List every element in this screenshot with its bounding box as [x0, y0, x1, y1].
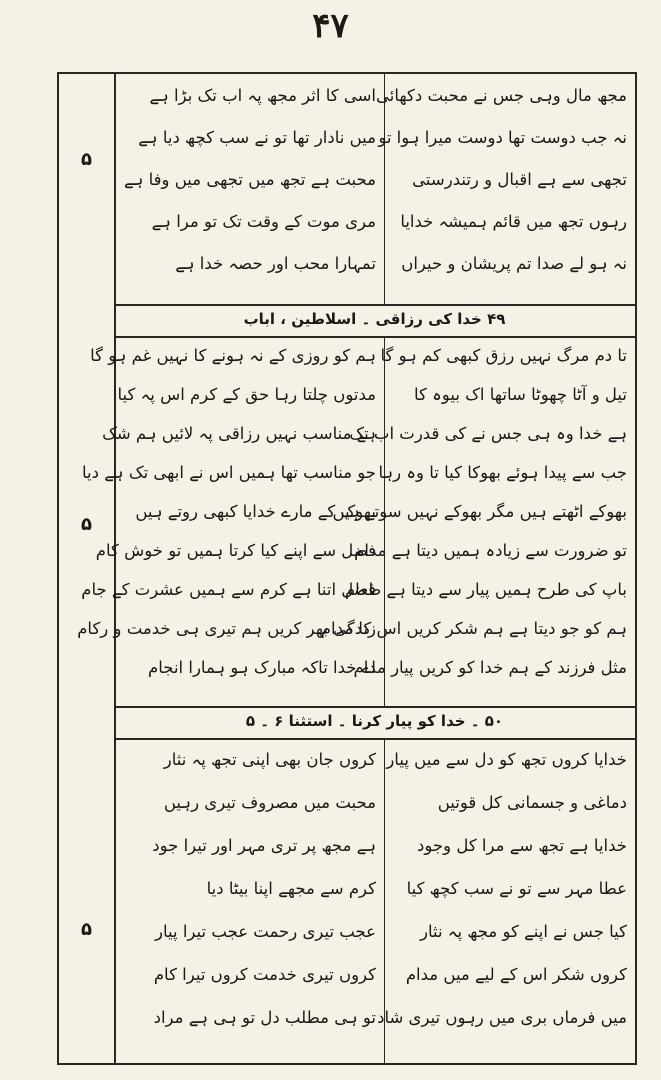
verse-line: عطا مہر سے تو نے سب کچھ کیا	[406, 879, 627, 898]
verse-line: کروں شکر اس کے لیے میں مدام	[405, 965, 627, 984]
verse-line: محبت ہے تجھ میں تجھی میں وفا ہے	[124, 170, 376, 189]
verse-line: بھوکے اٹھتے ہیں مگر بھوکے نہیں سوتے ہیں	[332, 502, 627, 521]
verse-line: خدایا ہے تجھ سے مرا کل وجود	[417, 836, 627, 855]
verse-line: فضل سے اپنے کیا کرتا ہمیں تو خوش کام	[95, 541, 376, 560]
section-rule	[114, 706, 635, 708]
verse-line: کیا جس نے اپنے کو مجھ پہ نثار	[419, 922, 627, 941]
stanza-number: ۵	[81, 919, 92, 940]
verse-line: مثل فرزند کے ہم خدا کو کریں پیار مدام	[353, 658, 627, 677]
verse-line: مری موت کے وقت تک تو مرا ہے	[151, 212, 376, 231]
verse-line: ہے مجھ پر تری مہر اور تیرا جود	[152, 836, 376, 855]
verse-line: اے خدا تاکہ مبارک ہو ہمارا انجام	[148, 658, 376, 677]
verse-line: میں نادار تھا تو نے سب کچھ دیا ہے	[138, 128, 376, 147]
section-rule	[114, 738, 635, 740]
verse-line: اسی کا اثر مجھ پہ اب تک بڑا ہے	[149, 86, 376, 105]
verse-line: تو ہی مطلب دل تو ہی ہے مراد	[153, 1008, 376, 1027]
right-column	[376, 86, 635, 296]
verse-line: مدتوں چلتا رہا حق کے کرم اس پہ کیا	[117, 385, 376, 404]
verse-line: عجب تیری رحمت عجب تیرا پیار	[155, 922, 376, 941]
verse-line: فضل اتنا ہے کرم سے ہمیں عشرت کے جام	[81, 580, 376, 599]
column-divider	[384, 74, 385, 304]
section-heading: ۴۹ خدا کی رزاقی ۔ اسلاطین ، اباب	[243, 310, 506, 328]
verse-line: خدایا کروں تجھ کو دل سے میں پیار	[386, 750, 627, 769]
verse-line: میں فرماں بری میں رہوں تیری شاد	[377, 1008, 627, 1027]
verse-line: تیل و آٹا چھوٹا ساتھا اک بیوہ کا	[414, 385, 627, 404]
verse-line: جو مناسب تھا ہمیں اس نے ابھی تک ہے دیا	[82, 463, 376, 482]
content-table	[57, 72, 637, 1065]
verse-line: نہ ہو لے صدا تم پریشان و حیراں	[401, 254, 627, 273]
verse-line: تجھی سے ہے اقبال و رتندرستی	[412, 170, 627, 189]
verse-line: ہے خدا وہ ہی جس نے کی قدرت اب تک	[349, 424, 627, 443]
stanza-number: ۵	[81, 514, 92, 535]
verse-line: تمہارا محب اور حصہ خدا ہے	[175, 254, 376, 273]
left-column	[116, 86, 384, 296]
verse-line: تا دم مرگ نہیں رزق کبھی کم ہو گا	[380, 346, 627, 365]
verse-line: باپ کی طرح ہمیں پیار سے دیتا ہے طعام	[344, 580, 627, 599]
verse-line: تو ضرورت سے زیادہ ہمیں دیتا ہے مدام	[354, 541, 627, 560]
verse-line: کرم سے مجھے اپنا بیٹا دیا	[206, 879, 376, 898]
verse-line: ہم کو روزی کے نہ ہونے کا نہیں غم ہو گا	[90, 346, 376, 365]
column-divider	[384, 336, 385, 706]
stanza-number: ۵	[81, 149, 92, 170]
page-number: ۴۷	[312, 6, 349, 46]
verse-line: ہم کو جو دیتا ہے ہم شکر کریں اس کا مدام	[320, 619, 627, 638]
verse-line: جب سے پیدا ہوئے بھوکا کیا تا وہ رہا	[378, 463, 627, 482]
left-column	[77, 346, 384, 697]
verse-line: زندگی بھر کریں ہم تیری ہی خدمت و رکام	[77, 619, 376, 638]
section-heading: ۵۰ ۔ خدا کو پیار کرنا ۔ استثنا ۶ ۔ ۵	[245, 712, 504, 730]
verse-line: بھوک کے مارے خدایا کبھی روتے ہیں	[135, 502, 376, 521]
verse-line: رہوں تجھ میں قائم ہمیشہ خدایا	[400, 212, 627, 231]
section-rule	[114, 304, 635, 306]
section-rule	[114, 336, 635, 338]
right-column	[320, 346, 635, 697]
verse-line: محبت میں مصروف تیری رہیں	[163, 793, 376, 812]
verse-line: کروں تیری خدمت کروں تیرا کام	[153, 965, 376, 984]
verse-line: نہ جب دوست تھا دوست میرا ہوا تو	[378, 128, 627, 147]
verse-line: دماغی و جسمانی کل قوتیں	[437, 793, 627, 812]
verse-line: ہے مناسب نہیں رزاقی پہ لائیں ہم شک	[102, 424, 376, 443]
verse-line: مجھ مال وہی جس نے محبت دکھائی	[376, 86, 627, 105]
left-column	[116, 750, 384, 1051]
right-column	[377, 750, 635, 1051]
verse-line: کروں جان بھی اپنی تجھ پہ نثار	[163, 750, 376, 769]
